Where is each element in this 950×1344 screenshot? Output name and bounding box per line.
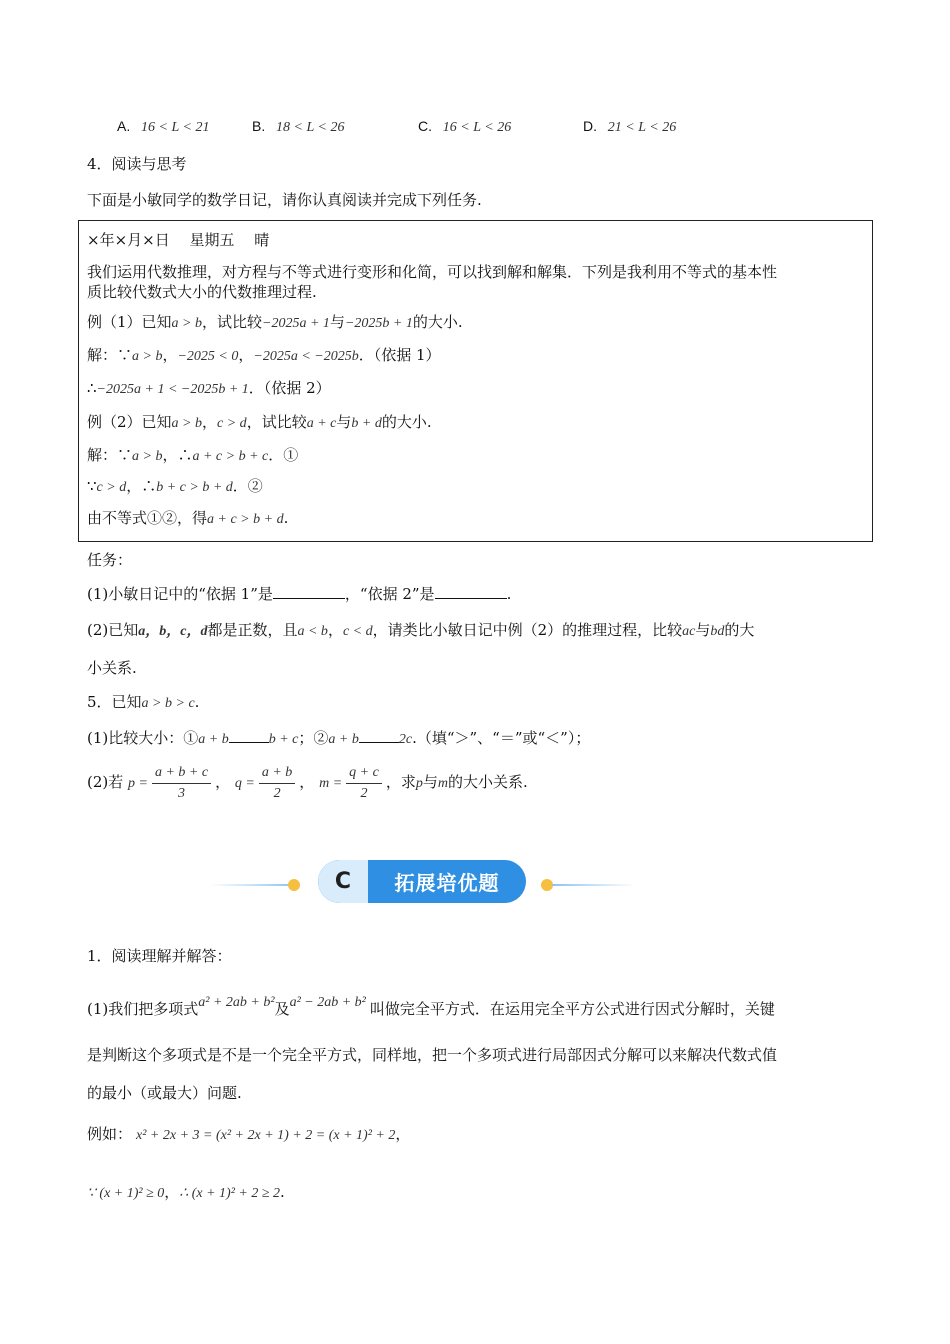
math: a > b — [171, 316, 202, 331]
math: a > b > c — [141, 696, 195, 711]
text: ，试比较 — [246, 413, 307, 431]
text: ，“依据 2”是 — [344, 585, 435, 603]
option-d-label: D. — [583, 118, 597, 134]
banner-line-right — [552, 884, 636, 886]
math: a < b — [297, 624, 328, 639]
numerator: q + c — [346, 763, 382, 784]
q5-part1 — [87, 728, 590, 750]
math: −2025 < 0 — [177, 349, 239, 364]
q4-intro: 下面是小敏同学的数学日记，请你认真阅读并完成下列任务. — [87, 191, 482, 209]
text: 及 — [274, 1000, 290, 1018]
text: . — [283, 509, 289, 527]
text: ， — [164, 1183, 180, 1201]
task-2-cont: 小关系. — [87, 659, 137, 677]
c1-para3: 的最小（或最大）问题. — [87, 1084, 242, 1102]
option-d-expr: 21 < L < 26 — [607, 120, 677, 135]
math: a + c — [306, 416, 337, 431]
banner-dot-left — [288, 879, 300, 891]
diary-solution2 — [87, 445, 298, 467]
section-banner — [318, 860, 526, 903]
math: a > b — [132, 349, 163, 364]
option-a-expr: 16 < L < 21 — [141, 120, 210, 135]
text: 与 — [336, 413, 352, 431]
text: 例（2）已知 — [87, 413, 172, 431]
math: c > d — [217, 416, 247, 431]
banner-letter: C — [318, 860, 368, 903]
math: a + c > b + c — [192, 449, 269, 464]
math: x² + 2x + 3 = (x² + 2x + 1) + 2 = (x + 1)² + 2 — [136, 1128, 396, 1143]
text: 解：∵ — [87, 346, 133, 364]
c1-para1 — [87, 988, 775, 1024]
text: (1)我们把多项式 — [87, 1000, 199, 1018]
option-c-expr: 16 < L < 26 — [442, 120, 512, 135]
math: −2025a + 1 — [262, 316, 330, 331]
text: ，求 — [385, 773, 416, 791]
answer-blank[interactable] — [229, 728, 269, 743]
text: ， — [238, 346, 254, 364]
text: ．（依据 2） — [248, 379, 331, 397]
text: ， — [215, 773, 231, 791]
math: −2025a < −2025b — [253, 349, 359, 364]
text: ．① — [268, 446, 299, 464]
text: ．② — [232, 477, 263, 495]
text: 与 — [329, 313, 345, 331]
diary-solution1 — [87, 345, 441, 367]
option-c-label: C. — [418, 118, 432, 134]
text: 与 — [695, 621, 711, 639]
math: q = — [234, 776, 255, 791]
math: a，b，c，d — [138, 624, 208, 639]
text: ；② — [298, 729, 329, 747]
text: 的大小. — [381, 413, 432, 431]
math: bd — [710, 624, 725, 639]
diary-example2 — [87, 412, 432, 434]
math: a > b — [132, 449, 163, 464]
answer-blank[interactable] — [435, 584, 507, 599]
text: ， — [299, 773, 315, 791]
text: 的大小关系. — [447, 773, 528, 791]
math: ac — [682, 624, 696, 639]
task-2 — [87, 620, 754, 642]
text: 例如： — [87, 1125, 133, 1143]
text: (2)若 — [87, 773, 124, 791]
text: ， — [327, 621, 343, 639]
q4-title: 4．阅读与思考 — [87, 155, 187, 173]
denominator: 2 — [273, 785, 281, 801]
option-b-label: B. — [252, 118, 266, 134]
text: 都是正数，且 — [207, 621, 298, 639]
text: 的大小. — [412, 313, 463, 331]
diary-solution1-conclusion — [87, 378, 331, 400]
c1-since — [87, 1182, 285, 1204]
text: ， — [202, 413, 218, 431]
text: 与 — [422, 773, 438, 791]
denominator: 3 — [178, 785, 186, 801]
diary-date: ×年×月×日 星期五 晴 — [87, 231, 270, 249]
text: ∵ — [87, 477, 97, 495]
option-b-expr: 18 < L < 26 — [276, 120, 345, 135]
math: 2c — [398, 732, 413, 747]
text: ，∴ — [126, 477, 157, 495]
q5-part2 — [87, 762, 528, 804]
text: 5．已知 — [87, 693, 142, 711]
math: a² + 2ab + b² — [198, 995, 275, 1010]
fraction-p — [152, 763, 211, 804]
fraction-q — [259, 763, 295, 804]
math: −2025b + 1 — [344, 316, 413, 331]
math: a + b — [328, 732, 359, 747]
text: . — [506, 585, 512, 603]
diary-para1: 我们运用代数推理，对方程与不等式进行变形和化简，可以找到解和解集．下列是我利用不等式的基本性 — [87, 263, 778, 281]
text: ∴ — [87, 379, 97, 397]
option-d — [583, 116, 676, 138]
math: p — [415, 776, 423, 791]
diary-solution3 — [87, 476, 263, 498]
answer-blank[interactable] — [273, 584, 345, 599]
text: ，试比较 — [202, 313, 263, 331]
text: ， — [162, 346, 178, 364]
denominator: 2 — [360, 785, 368, 801]
banner-line-left — [210, 884, 294, 886]
math: a² − 2ab + b² — [289, 995, 366, 1010]
text: .（填“＞”、“＝”或“＜”）； — [412, 729, 591, 747]
c1-title: 1．阅读理解并解答： — [87, 947, 232, 965]
answer-blank[interactable] — [359, 728, 399, 743]
math: m = — [319, 776, 343, 791]
text: 由不等式①②，得 — [87, 509, 208, 527]
text: ，∴ — [162, 446, 193, 464]
math: ∴ (x + 1)² + 2 ≥ 2 — [179, 1186, 281, 1201]
text: . — [280, 1183, 285, 1201]
diary-para2: 质比较代数式大小的代数推理过程. — [87, 283, 317, 301]
numerator: a + b — [259, 763, 295, 784]
option-a-label: A. — [117, 118, 131, 134]
math: b + d — [351, 416, 382, 431]
text: (1)比较大小：① — [87, 729, 199, 747]
text: (2)已知 — [87, 621, 139, 639]
math: m — [437, 776, 448, 791]
math: a + c > b + d — [207, 512, 284, 527]
text: ．（依据 1） — [358, 346, 441, 364]
math: c > d — [96, 480, 127, 495]
c1-para2: 是判断这个多项式是不是一个完全平方式，同样地，把一个多项式进行局部因式分解可以来解决代数式值 — [87, 1046, 778, 1064]
math: c < d — [342, 624, 373, 639]
c1-example — [87, 1124, 410, 1146]
text: . — [194, 693, 200, 711]
q5-title — [87, 692, 199, 714]
math: a > b — [171, 416, 202, 431]
math: p = — [128, 776, 148, 791]
text: (1)小敏日记中的“依据 1”是 — [87, 585, 273, 603]
banner-title: 拓展培优题 — [394, 871, 500, 895]
text: 解：∵ — [87, 446, 133, 464]
fraction-m — [346, 763, 382, 804]
text: ， — [395, 1125, 411, 1143]
option-a — [117, 116, 209, 138]
diary-conclusion — [87, 508, 288, 530]
text: 的大 — [724, 621, 755, 639]
text: ，请类比小敏日记中例（2）的推理过程，比较 — [372, 621, 683, 639]
option-b — [252, 116, 344, 138]
math: ∵ (x + 1)² ≥ 0 — [87, 1186, 165, 1201]
math: b + c — [268, 732, 299, 747]
text: 例（1）已知 — [87, 313, 172, 331]
task-1 — [87, 584, 511, 604]
diary-example1 — [87, 312, 463, 334]
numerator: a + b + c — [152, 763, 211, 784]
math: b + c > b + d — [156, 480, 233, 495]
math: −2025a + 1 < −2025b + 1 — [96, 382, 249, 397]
task-title: 任务： — [87, 551, 133, 569]
text: 叫做完全平方式．在运用完全平方公式进行因式分解时，关键 — [369, 1000, 775, 1018]
option-c — [418, 116, 511, 138]
math: a + b — [198, 732, 229, 747]
